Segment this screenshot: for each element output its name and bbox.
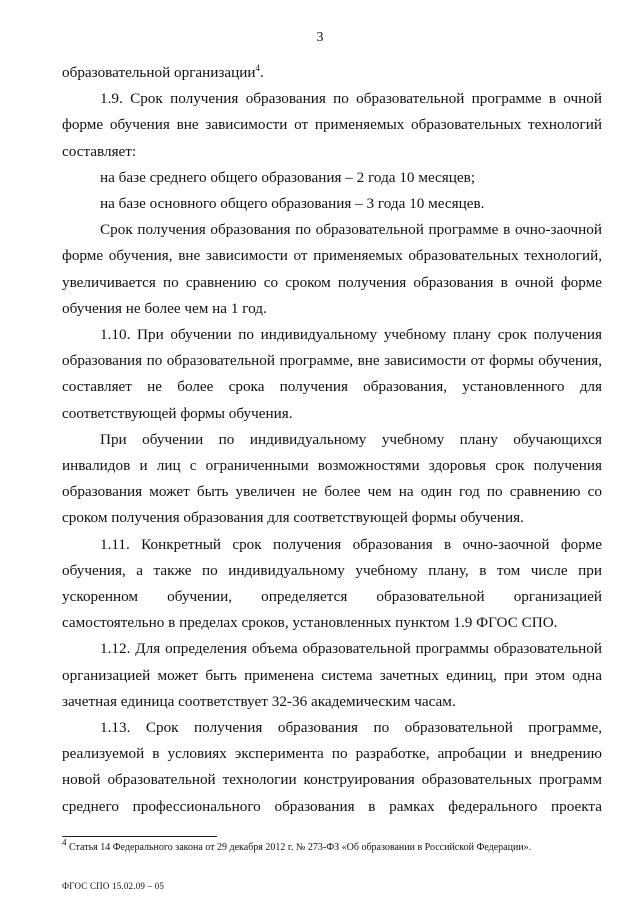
- paragraph-part-time: Срок получения образования по образовательной программе в очно-заочной форме обучения, вне зависимости от применяемых образовательных технологий, увеличивается по сравнению со сроком получения образования в очной форме обучения не более чем на 1 год.: [62, 221, 602, 317]
- paragraph-1-13: 1.13. Срок получения образования по образовательной программе, реализуемой в условиях эксперимента по разработке, апробации и внедрению новой образовательной технологии конструирования образовательных программ среднего профессионального образования в рамках федерального проекта: [62, 719, 602, 815]
- paragraph-secondary-basis: на базе среднего общего образования – 2 года 10 месяцев;: [100, 168, 476, 186]
- paragraph-1-11: 1.11. Конкретный срок получения образования в очно-заочной форме обучения, а также по индивидуальному учебному плану, в том числе при ускоренном обучении, определяется образовательной организацией самостоятельно в пределах сроков, установленных пунктом 1.9 ФГОС СПО.: [62, 535, 602, 632]
- footnote-text: Статья 14 Федерального закона от 29 декабря 2012 г. № 273-ФЗ «Об образовании в Российской Федерации».: [66, 842, 532, 853]
- page-number: 3: [316, 30, 324, 45]
- footnote-reference[interactable]: 4: [255, 62, 261, 73]
- paragraph-1-10: 1.10. При обучении по индивидуальному учебному плану срок получения образования по образовательной программе, вне зависимости от формы обучения, составляет не более срока получения образования, установленного для соответствующей формы обучения.: [62, 326, 602, 422]
- paragraph-1-12: 1.12. Для определения объема образовательной программы образовательной организацией может быть применена система зачетных единиц, при этом одна зачетная единица соответствует 32-36 академическим часам.: [62, 640, 602, 710]
- paragraph-basic-basis: на базе основного общего образования – 3 года 10 месяцев.: [100, 195, 485, 213]
- document-body: [62, 60, 602, 820]
- paragraph-1-9: 1.9. Срок получения образования по образовательной программе в очной форме обучения вне зависимости от применяемых образовательных технологий составляет:: [62, 90, 602, 160]
- paragraph-disabled-students: При обучении по индивидуальному учебному плану обучающихся инвалидов и лиц с ограниченными возможностями здоровья срок получения образования может быть увеличен не более чем на один год по сравнению со сроком получения образования для соответствующей формы обучения.: [62, 430, 602, 527]
- paragraph-continuation: [62, 60, 602, 86]
- footnote: [62, 837, 602, 854]
- footnote-marker: 4: [62, 837, 67, 848]
- paragraph-text: образовательной организации: [62, 64, 256, 81]
- footer-code: ФГОС СПО 15.02.09 – 05: [62, 881, 165, 891]
- paragraph-punctuation: .: [260, 64, 264, 81]
- footnote-separator: [62, 836, 217, 837]
